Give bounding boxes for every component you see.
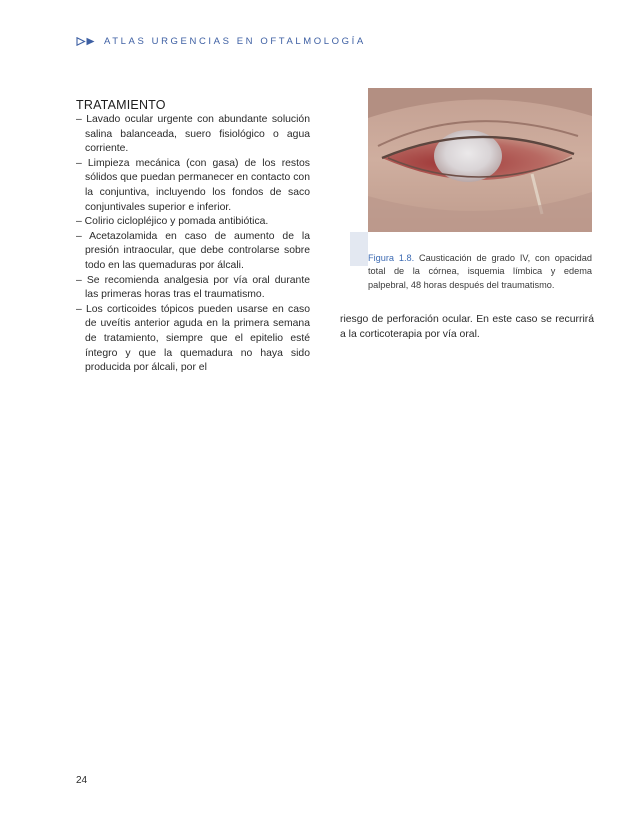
eye-photo-illustration — [368, 88, 592, 232]
treatment-item: – Limpieza mecánica (con gasa) de los restos sólidos que puedan permanecer en contacto con la conjuntiva, incluyendo los fondos de saco conjuntivales superior e inferior. — [76, 157, 310, 213]
column2-paragraph: riesgo de perforación ocular. En este caso se recurrirá a la corticoterapia por vía oral. — [340, 314, 594, 340]
figure-accent-block — [350, 232, 368, 266]
treatment-item: – Se recomienda analgesia por vía oral durante las primeras horas tras el traumatismo. — [76, 274, 310, 301]
treatment-item: – Lavado ocular urgente con abundante solución salina balanceada, suero fisiológico o agua corriente. — [76, 114, 310, 155]
running-header — [76, 36, 366, 47]
running-title: ATLAS URGENCIAS EN OFTALMOLOGÍA — [104, 36, 366, 47]
section-heading: TRATAMIENTO — [76, 98, 166, 113]
treatment-item: – Los corticoides tópicos pueden usarse en caso de uveítis anterior aguda en la primera semana de tratamiento, siempre que el epitelio esté íntegro y que la quemadura no haya sido producida por álcali, por el — [76, 303, 310, 374]
figure-label: Figura 1.8. — [368, 253, 415, 264]
treatment-item: – Colirio ciclopléjico y pomada antibiótica. — [76, 216, 269, 228]
treatment-item: – Acetazolamida en caso de aumento de la presión intraocular, que debe controlarse sobre todo en las quemaduras por álcali. — [76, 230, 310, 271]
page-number: 24 — [76, 775, 88, 786]
figure-photo — [368, 88, 592, 232]
figure-caption — [368, 252, 592, 292]
figure-caption-text: Causticación de grado IV, con opacidad total de la córnea, isquemia límbica y edema palpebral, 48 horas después del traumatismo. — [368, 253, 592, 290]
treatment-list — [76, 113, 310, 376]
double-play-arrows-icon — [76, 37, 96, 46]
